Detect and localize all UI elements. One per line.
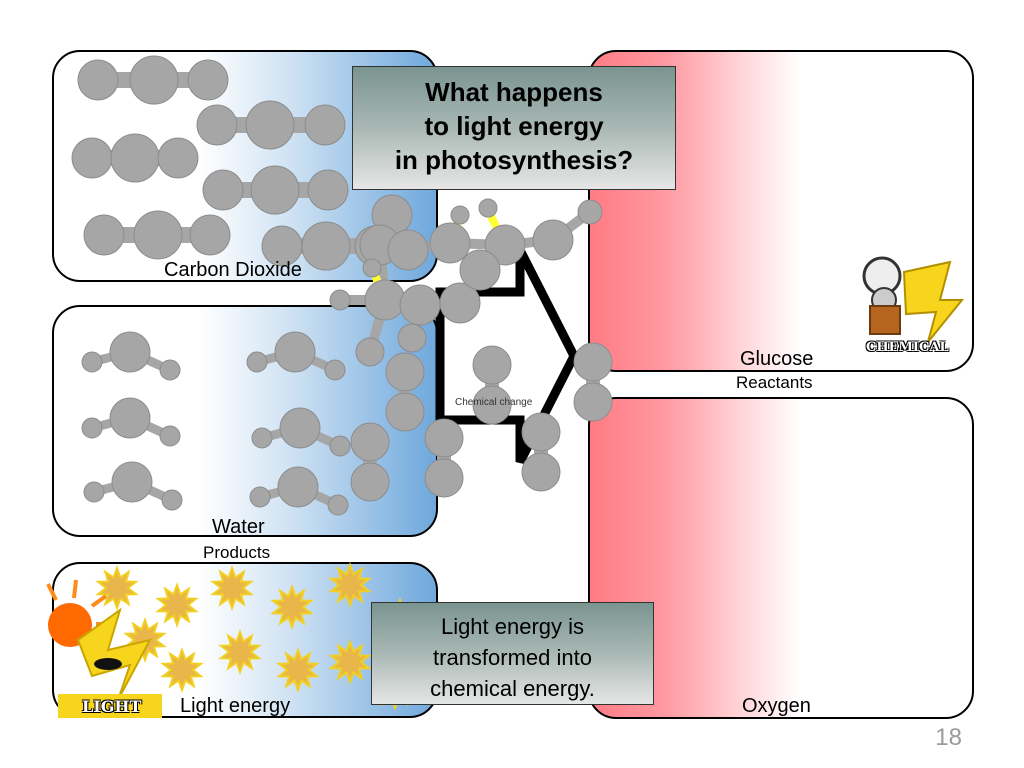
molecule-atom — [325, 360, 345, 380]
molecule-atom — [386, 393, 424, 431]
molecule-atom — [330, 290, 350, 310]
molecule-atom — [158, 138, 198, 178]
molecule-atom — [400, 285, 440, 325]
chemical-badge-label: CHEMICAL — [866, 340, 949, 355]
molecule-atom — [134, 211, 182, 259]
molecule-atom — [188, 60, 228, 100]
molecule-atom — [84, 215, 124, 255]
molecule-atom — [84, 482, 104, 502]
molecule-atom — [82, 352, 102, 372]
molecule-atom — [112, 462, 152, 502]
question-text: What happens to light energy in photosynthesis? — [394, 77, 634, 175]
molecule-atom — [522, 413, 560, 451]
molecule-atom — [130, 56, 178, 104]
molecule-atom — [533, 220, 573, 260]
products-label: Products — [203, 543, 271, 562]
light-star-icon — [279, 650, 317, 690]
molecule-atom — [190, 215, 230, 255]
molecule-atom — [386, 353, 424, 391]
molecule-atom — [363, 259, 381, 277]
molecule-atom — [425, 459, 463, 497]
answer-text: Light energy is transformed into chemical energy. — [430, 614, 595, 701]
question-callout — [352, 66, 676, 190]
light-star-icon — [331, 565, 369, 605]
glucose-label: Glucose — [740, 348, 814, 370]
light-star-icon — [221, 632, 259, 672]
chemical-mascot-icon — [864, 258, 962, 342]
carbon-dioxide-label: Carbon Dioxide — [164, 259, 302, 281]
molecule-atom — [250, 487, 270, 507]
molecule-atom — [425, 419, 463, 457]
molecule-atom — [162, 490, 182, 510]
molecule-atom — [522, 453, 560, 491]
molecule-atom — [275, 332, 315, 372]
molecule-atom — [451, 206, 469, 224]
molecule-atom — [351, 423, 389, 461]
light-star-icon — [98, 568, 136, 608]
molecule-atom — [72, 138, 112, 178]
answer-callout — [371, 602, 654, 705]
molecule-atom — [388, 230, 428, 270]
molecule-atom — [302, 222, 350, 270]
molecule-atom — [197, 105, 237, 145]
molecule-atom — [160, 360, 180, 380]
molecule-atom — [398, 324, 426, 352]
molecule-atom — [578, 200, 602, 224]
molecule-atom — [356, 338, 384, 366]
molecule-atom — [365, 280, 405, 320]
molecule-atom — [278, 467, 318, 507]
molecule-atom — [351, 463, 389, 501]
light-star-icon — [331, 642, 369, 682]
light-energy-label: Light energy — [180, 695, 291, 717]
molecule-atom — [82, 418, 102, 438]
molecule-atom — [110, 332, 150, 372]
molecule-atom — [78, 60, 118, 100]
water-label: Water — [212, 516, 265, 538]
molecule-atom — [246, 101, 294, 149]
molecule-atom — [110, 398, 150, 438]
molecule-atom — [252, 428, 272, 448]
reactants-label: Reactants — [736, 373, 813, 392]
light-star-icon — [158, 585, 196, 625]
light-star-icon — [273, 587, 311, 627]
molecule-atom — [308, 170, 348, 210]
molecule-atom — [160, 426, 180, 446]
light-star-icon — [213, 568, 251, 608]
molecule-atom — [330, 436, 350, 456]
molecule-atom — [479, 199, 497, 217]
molecule-atom — [111, 134, 159, 182]
molecule-atom — [203, 170, 243, 210]
molecule-atom — [473, 346, 511, 384]
molecule-atom — [574, 343, 612, 381]
molecule-atom — [460, 250, 500, 290]
molecule-atom — [430, 223, 470, 263]
molecule-atom — [251, 166, 299, 214]
molecule-atom — [305, 105, 345, 145]
molecule-atom — [574, 383, 612, 421]
chemical-change-label: Chemical change — [455, 397, 533, 408]
molecule-atom — [328, 495, 348, 515]
light-badge-label: LIGHT — [82, 697, 142, 716]
oxygen-label: Oxygen — [742, 695, 811, 717]
molecule-atom — [280, 408, 320, 448]
light-star-icon — [163, 650, 201, 690]
molecule-atom — [247, 352, 267, 372]
page-number: 18 — [935, 724, 962, 751]
